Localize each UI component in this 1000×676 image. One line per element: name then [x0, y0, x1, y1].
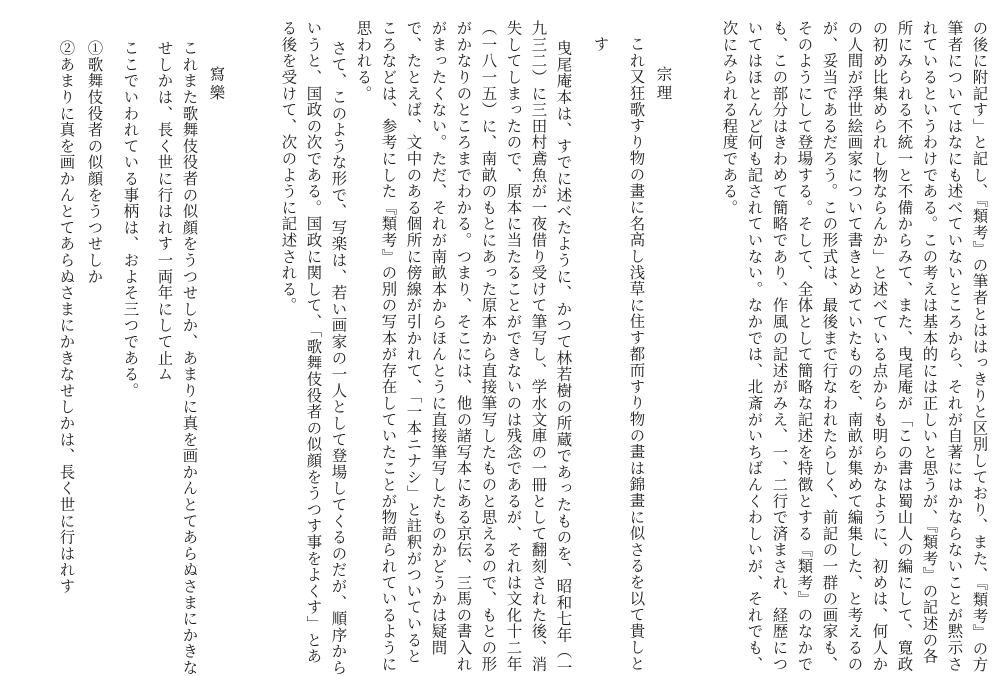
quote-line: これ又狂歌すり物の畫に名高し浅草に住す都而すり物の畫は錦畫に似さるを以て貴しと	[627, 36, 646, 672]
text-line: ここでいわれている事柄は、およそ三つである。	[121, 40, 140, 399]
text-line: れているというわけである。この考えは基本的には正しいと思うが、『類考』の記述の各	[920, 20, 939, 665]
text-line: （一八一五）に、南畝のもとにあった原本から直接筆写したものと思えるので、もとの形	[479, 20, 498, 672]
text-line: も、この部分はきわめて簡略であり、作風の記述がみえ、一、二行で済まされ、経歴につ	[770, 20, 789, 672]
text-line: の初め比集められし物ならんか」と述べている点からも明らかなように、初めは、何人か	[870, 20, 889, 672]
text-line: 失してしまったので、原本に当たることができないのは残念であるが、それは文化十二年	[504, 20, 523, 672]
text-line: 所にみられる不統一と不備からみて、また、曳尾庵が「この書は蜀山人の編にして、寛政	[895, 20, 914, 672]
text-line: の人間が浮世絵画家について書きとめていたものを、南畝が集めて編集した、と考えるの	[845, 20, 864, 672]
text-line: る後を受けて、次のように記述される。	[279, 20, 298, 314]
text-line: が、妥当であるだろう。この形式は、最後まで行なわれたらしく、前記の一群の画家も、	[820, 20, 839, 672]
text-line: さて、このような形で、写楽は、若い画家の一人として登場してくるのだが、順序から	[329, 40, 348, 676]
text-line: 次にみられる程度である。	[720, 20, 739, 216]
text-line: そのようにして登場する。そして、全体として簡略な記述を特徴とする『類考』のなかで	[795, 20, 814, 672]
enumerated-item: ②あまりに真を画かんとてあらぬさまにかきなせしかは、長く世に行はれす	[57, 40, 76, 595]
text-line: 筆者についてはなにも述べていないところから、それが自著にはかならないことが黙示さ	[945, 20, 964, 672]
quote-line: す	[591, 36, 610, 53]
text-line: 九三二）に三田村鳶魚が一夜借り受けて筆写し、学水文庫の一冊として翻刻された後、消	[529, 20, 548, 672]
enumerated-item: ①歌舞伎役者の似顔をうつせしか	[85, 40, 104, 285]
section-heading-sharaku: 寫樂	[207, 66, 226, 103]
text-line: ころなどは、参考にした『類考』の別の写本が存在していたことが物語られているように	[379, 20, 398, 672]
text-line: がまったくない。ただ、それが南畝本からほんとうに直接筆写したものかどうかは疑問	[429, 20, 448, 656]
section-heading-sori: 宗理	[654, 66, 673, 103]
quote-line: せしかは、長く世に行はれす一両年にして止ム	[155, 40, 174, 383]
text-line: 思われる。	[354, 20, 373, 102]
text-line: いうと、国政の次である。国政に関して、「歌舞伎役者の似顔をうつす事をよくす」とあ	[304, 20, 323, 665]
text-line: いてはほとんど何も記されていない。なかでは、北斎がいちばんくわしいが、それでも、	[745, 20, 764, 672]
text-line: の後に附記す」と記し、『類考』の筆者とははっきりと区別しており、また、『類考』の方	[970, 20, 989, 673]
text-line: で、たとえば、文中のある個所に傍線が引かれて、「一本ニナシ」と註釈がついていると	[404, 20, 423, 665]
text-line: がかなりのところまでわかる。つまり、そこには、他の諸写本にある京伝、三馬の書入れ	[454, 20, 473, 672]
quote-line: これまた歌舞伎役者の似顔をうつせしか、あまりに真を画かんとてあらぬさまにかきな	[180, 40, 199, 676]
text-line: 曳尾庵本は、すでに述べたように、かつて林若樹の所蔵であったものを、昭和七年（一	[554, 40, 573, 676]
